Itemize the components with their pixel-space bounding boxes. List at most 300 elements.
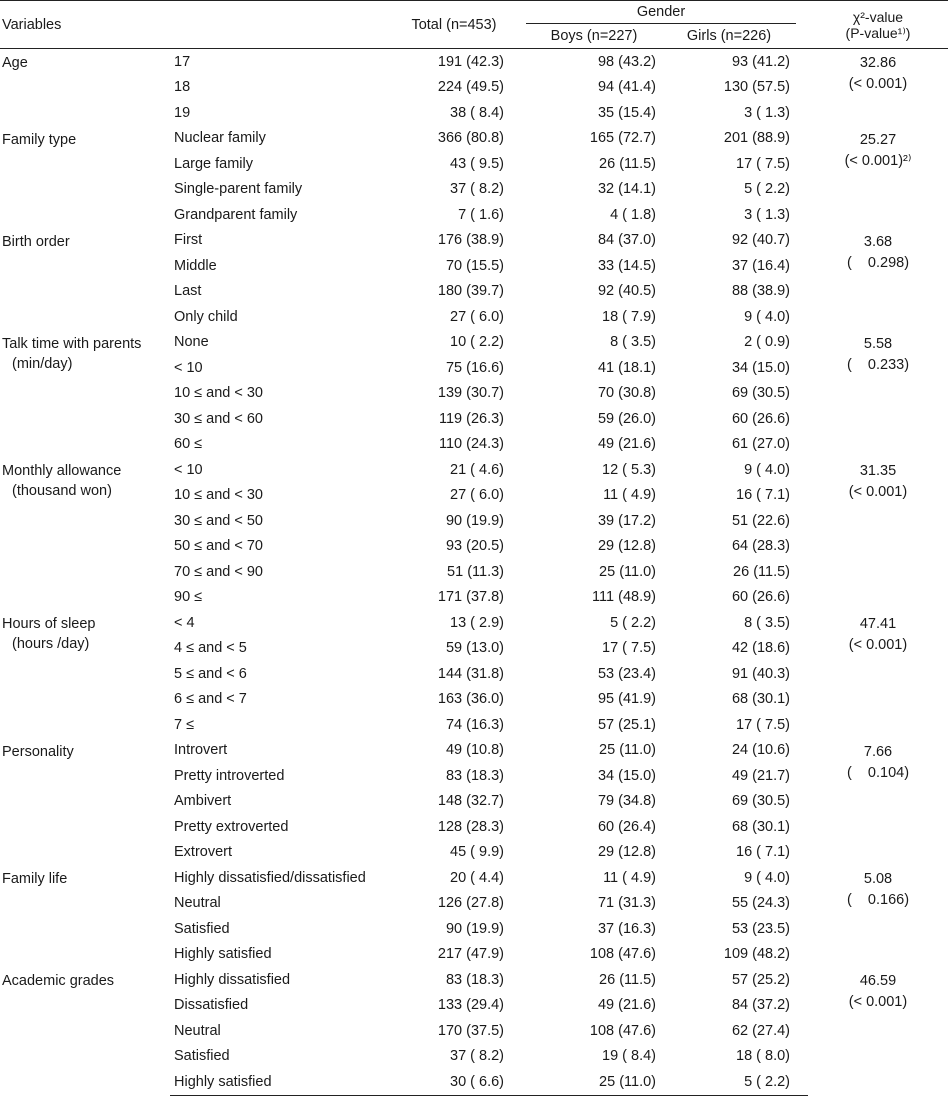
spacer-cell (796, 789, 808, 815)
spacer-cell (796, 202, 808, 228)
spacer-cell (510, 355, 526, 381)
category-cell: Only child (174, 308, 238, 325)
total-cell: 170 (37.5) (437, 1022, 504, 1039)
spacer-cell (510, 534, 526, 560)
table-body (0, 49, 948, 1096)
variable-cell (0, 738, 170, 866)
header-boys: Boys (n=227) (526, 24, 662, 49)
spacer-cell (510, 967, 526, 993)
table-row (0, 967, 948, 993)
table-row (0, 457, 948, 483)
total-cell: 37 ( 8.2) (450, 181, 504, 198)
spacer-cell (796, 534, 808, 560)
boys-cell: 25 (11.0) (526, 1069, 662, 1095)
category-cell: Large family (174, 155, 253, 172)
total-cell: 7 ( 1.6) (458, 206, 504, 223)
spacer-cell (510, 1044, 526, 1070)
variable-label: Personality (2, 743, 74, 760)
girls-cell: 68 (30.1) (731, 818, 790, 835)
spacer-cell (796, 840, 808, 866)
variable-cell (0, 457, 170, 610)
spacer-cell (796, 967, 808, 993)
total-cell: 176 (38.9) (437, 232, 504, 249)
chi-square-value: 5.58 (863, 335, 893, 352)
girls-cell: 16 ( 7.1) (736, 487, 790, 504)
p-value: ( 0.233) (846, 356, 910, 373)
girls-cell: 109 (48.2) (723, 946, 790, 963)
table-row (0, 49, 948, 75)
boys-cell: 94 (41.4) (597, 79, 656, 96)
spacer-cell (796, 763, 808, 789)
girls-cell: 9 ( 4.0) (744, 461, 790, 478)
category-cell: Highly dissatisfied (174, 971, 291, 988)
total-cell: 13 ( 2.9) (450, 614, 504, 631)
girls-cell: 9 ( 4.0) (744, 869, 790, 886)
chi-square-cell (808, 967, 948, 1095)
girls-cell: 18 ( 8.0) (736, 1048, 790, 1065)
variable-cell (0, 330, 170, 458)
spacer-cell (796, 508, 808, 534)
boys-cell: 39 (17.2) (597, 512, 656, 529)
variable-cell (0, 865, 170, 967)
category-cell: 30 ≤ and < 50 (174, 512, 263, 529)
variable-label: Birth order (2, 233, 70, 250)
variable-label: Age (2, 55, 28, 71)
chi-square-cell (808, 738, 948, 866)
spacer-cell (510, 610, 526, 636)
boys-cell: 25 (11.0) (599, 563, 656, 580)
girls-cell: 5 ( 2.2) (744, 181, 790, 198)
category-cell: Neutral (174, 1022, 221, 1039)
boys-cell: 49 (21.6) (597, 997, 656, 1014)
spacer-cell (510, 814, 526, 840)
category-cell: First (174, 232, 203, 249)
total-cell: 93 (20.5) (445, 538, 504, 555)
spacer-cell (510, 483, 526, 509)
chi-square-value: 46.59 (859, 973, 897, 989)
girls-cell: 34 (15.0) (731, 359, 790, 376)
category-cell: Dissatisfied (174, 997, 249, 1014)
total-cell: 217 (47.9) (437, 946, 504, 963)
category-cell: 18 (174, 79, 191, 96)
variable-label: Talk time with parents (2, 335, 142, 352)
header-gap-2 (796, 1, 808, 49)
category-cell: Satisfied (174, 1048, 230, 1065)
category-cell: Highly dissatisfied/dissatisfied (174, 869, 366, 886)
boys-cell: 32 (14.1) (597, 181, 656, 198)
girls-cell: 84 (37.2) (731, 997, 790, 1014)
spacer-cell (510, 330, 526, 356)
variable-sublabel: (hours /day) (12, 636, 90, 652)
chi-square-cell (808, 330, 948, 458)
category-cell: 5 ≤ and < 6 (174, 665, 247, 682)
variable-sublabel: (thousand won) (12, 483, 112, 499)
spacer-cell (510, 636, 526, 662)
total-cell: 90 (19.9) (445, 920, 504, 937)
girls-cell: 92 (40.7) (731, 232, 790, 249)
spacer-cell (796, 1044, 808, 1070)
girls-cell: 93 (41.2) (731, 53, 790, 70)
spacer-cell (796, 304, 808, 330)
variable-label: Family life (2, 871, 68, 887)
spacer-cell (796, 228, 808, 254)
variable-cell (0, 967, 170, 1095)
spacer-cell (510, 304, 526, 330)
spacer-cell (510, 75, 526, 101)
total-cell: 43 ( 9.5) (450, 155, 504, 172)
girls-cell: 69 (30.5) (731, 385, 790, 402)
p-value: ( 0.298) (846, 254, 910, 271)
total-cell: 224 (49.5) (437, 79, 504, 96)
total-cell: 27 ( 6.0) (450, 487, 504, 504)
chi-square-value: 25.27 (859, 131, 897, 148)
girls-cell: 201 (88.9) (723, 130, 790, 147)
girls-cell: 91 (40.3) (731, 665, 790, 682)
girls-cell: 60 (26.6) (731, 589, 790, 606)
total-cell: 70 (15.5) (445, 257, 504, 274)
total-cell: 119 (26.3) (438, 410, 504, 427)
spacer-cell (510, 381, 526, 407)
spacer-cell (510, 763, 526, 789)
category-cell: 60 ≤ (174, 436, 203, 453)
total-cell: 191 (42.3) (437, 53, 504, 70)
spacer-cell (510, 661, 526, 687)
header-chi-square (808, 1, 948, 49)
category-cell: 7 ≤ (174, 716, 195, 733)
header-chi-value: χ²-value (852, 8, 904, 25)
spacer-cell (510, 126, 526, 152)
spacer-cell (510, 406, 526, 432)
spacer-cell (510, 49, 526, 75)
variable-cell (0, 228, 170, 330)
spacer-cell (796, 661, 808, 687)
p-value: ( 0.166) (846, 892, 910, 908)
boys-cell: 53 (23.4) (597, 665, 656, 682)
boys-cell: 37 (16.3) (597, 920, 656, 937)
header-variables: Variables (0, 1, 170, 49)
boys-cell: 35 (15.4) (597, 104, 656, 121)
spacer-cell (510, 457, 526, 483)
spacer-cell (796, 279, 808, 305)
variable-cell (0, 610, 170, 738)
total-cell: 75 (16.6) (445, 359, 504, 376)
boys-cell: 59 (26.0) (597, 410, 656, 427)
girls-cell: 130 (57.5) (723, 79, 790, 96)
p-value: (< 0.001) (848, 484, 908, 500)
spacer-cell (510, 712, 526, 738)
chi-square-cell (808, 49, 948, 126)
boys-cell: 165 (72.7) (589, 130, 656, 147)
spacer-cell (796, 814, 808, 840)
category-cell: Ambivert (174, 793, 232, 810)
boys-cell: 33 (14.5) (597, 257, 656, 274)
total-cell: 83 (18.3) (445, 971, 504, 988)
boys-cell: 41 (18.1) (597, 359, 656, 376)
category-cell: 70 ≤ and < 90 (174, 563, 263, 580)
chi-square-cell (808, 126, 948, 228)
total-cell: 83 (18.3) (445, 767, 504, 784)
spacer-cell (796, 100, 808, 126)
variable-label: Family type (2, 131, 77, 148)
table-row (0, 738, 948, 764)
boys-cell: 108 (47.6) (589, 1022, 656, 1039)
girls-cell: 49 (21.7) (731, 767, 790, 784)
total-cell: 126 (27.8) (437, 895, 504, 912)
chi-square-value: 5.08 (863, 871, 893, 887)
total-cell: 51 (11.3) (447, 563, 504, 580)
chi-square-value: 31.35 (859, 463, 897, 479)
category-cell: Highly satisfied (170, 1069, 398, 1095)
header-girls: Girls (n=226) (662, 24, 796, 49)
spacer-cell (510, 789, 526, 815)
boys-cell: 17 ( 7.5) (602, 640, 656, 657)
variable-cell (0, 126, 170, 228)
category-cell: 10 ≤ and < 30 (174, 385, 263, 402)
spacer-cell (510, 840, 526, 866)
header-total: Total (n=453) (398, 1, 510, 49)
category-cell: < 4 (174, 614, 195, 631)
category-cell: Single-parent family (174, 181, 303, 198)
spacer-cell (796, 253, 808, 279)
boys-cell: 4 ( 1.8) (610, 206, 656, 223)
spacer-cell (796, 916, 808, 942)
total-cell: 59 (13.0) (445, 640, 504, 657)
total-cell: 27 ( 6.0) (450, 308, 504, 325)
spacer-cell (510, 177, 526, 203)
variable-sublabel: (min/day) (12, 355, 73, 372)
girls-cell: 17 ( 7.5) (736, 716, 790, 733)
table-row (0, 865, 948, 891)
total-cell: 38 ( 8.4) (450, 104, 504, 121)
boys-cell: 29 (12.8) (597, 844, 656, 861)
total-cell: 163 (36.0) (437, 691, 504, 708)
girls-cell: 16 ( 7.1) (736, 844, 790, 861)
boys-cell: 29 (12.8) (597, 538, 656, 555)
girls-cell: 53 (23.5) (731, 920, 790, 937)
total-cell: 30 ( 6.6) (398, 1069, 510, 1095)
girls-cell: 24 (10.6) (731, 742, 790, 759)
category-cell: Last (174, 283, 202, 300)
spacer-cell (796, 49, 808, 75)
category-cell: 30 ≤ and < 60 (174, 410, 263, 427)
total-cell: 21 ( 4.6) (450, 461, 504, 478)
total-cell: 45 ( 9.9) (450, 844, 504, 861)
total-cell: 10 ( 2.2) (450, 334, 504, 351)
spacer-cell (510, 1069, 526, 1095)
girls-cell: 57 (25.2) (731, 971, 790, 988)
spacer-cell (510, 1018, 526, 1044)
spacer-cell (796, 355, 808, 381)
boys-cell: 71 (31.3) (597, 895, 656, 912)
chi-square-value: 32.86 (859, 55, 897, 71)
chi-square-cell (808, 457, 948, 610)
boys-cell: 25 (11.0) (599, 742, 656, 759)
chi-square-value: 47.41 (859, 616, 897, 632)
header-p-value: (P-value¹⁾) (845, 24, 911, 41)
spacer-cell (796, 330, 808, 356)
girls-cell: 17 ( 7.5) (736, 155, 790, 172)
spacer-cell (796, 738, 808, 764)
category-cell: 6 ≤ and < 7 (174, 691, 247, 708)
spacer-cell (796, 687, 808, 713)
spacer-cell (796, 457, 808, 483)
girls-cell: 62 (27.4) (731, 1022, 790, 1039)
spacer-cell (796, 406, 808, 432)
category-cell: 4 ≤ and < 5 (174, 640, 247, 657)
chi-square-cell (808, 228, 948, 330)
category-cell: 50 ≤ and < 70 (174, 538, 263, 555)
girls-cell: 8 ( 3.5) (744, 614, 790, 631)
spacer-cell (510, 942, 526, 968)
boys-cell: 26 (11.5) (599, 971, 656, 988)
girls-cell: 5 ( 2.2) (662, 1069, 796, 1095)
girls-cell: 88 (38.9) (731, 283, 790, 300)
spacer-cell (510, 202, 526, 228)
spacer-cell (510, 100, 526, 126)
category-cell: 17 (174, 53, 191, 70)
total-cell: 110 (24.3) (438, 436, 504, 453)
spacer-cell (796, 942, 808, 968)
boys-cell: 19 ( 8.4) (602, 1048, 656, 1065)
spacer-cell (796, 75, 808, 101)
variable-label: Academic grades (2, 973, 115, 989)
chi-square-cell (808, 865, 948, 967)
table-row (0, 126, 948, 152)
spacer-cell (510, 738, 526, 764)
p-value: (< 0.001)²⁾ (844, 152, 912, 169)
spacer-cell (796, 993, 808, 1019)
boys-cell: 34 (15.0) (597, 767, 656, 784)
spacer-cell (510, 993, 526, 1019)
category-cell: Introvert (174, 742, 228, 759)
category-cell: 19 (174, 104, 191, 121)
spacer-cell (796, 1018, 808, 1044)
chi-square-value: 7.66 (863, 743, 893, 760)
category-cell: Highly satisfied (174, 946, 272, 963)
category-cell: Pretty extroverted (174, 818, 289, 835)
spacer-cell (510, 916, 526, 942)
category-cell: Extrovert (174, 844, 233, 861)
girls-cell: 2 ( 0.9) (744, 334, 790, 351)
chi-square-cell (808, 610, 948, 738)
girls-cell: 61 (27.0) (731, 436, 790, 453)
total-cell: 139 (30.7) (437, 385, 504, 402)
p-value: ( 0.104) (846, 764, 910, 781)
category-cell: 10 ≤ and < 30 (174, 487, 263, 504)
boys-cell: 12 ( 5.3) (602, 461, 656, 478)
header-gender: Gender (526, 1, 796, 24)
girls-cell: 60 (26.6) (731, 410, 790, 427)
spacer-cell (796, 559, 808, 585)
girls-cell: 37 (16.4) (731, 257, 790, 274)
boys-cell: 57 (25.1) (597, 716, 656, 733)
spacer-cell (510, 891, 526, 917)
girls-cell: 64 (28.3) (731, 538, 790, 555)
boys-cell: 18 ( 7.9) (602, 308, 656, 325)
spacer-cell (796, 636, 808, 662)
boys-cell: 5 ( 2.2) (610, 614, 656, 631)
girls-cell: 51 (22.6) (731, 512, 790, 529)
spacer-cell (796, 891, 808, 917)
p-value: (< 0.001) (848, 76, 908, 92)
boys-cell: 98 (43.2) (597, 53, 656, 70)
boys-cell: 92 (40.5) (597, 283, 656, 300)
category-cell: < 10 (174, 359, 203, 376)
spacer-cell (796, 1069, 808, 1095)
spacer-cell (796, 432, 808, 458)
total-cell: 37 ( 8.2) (450, 1048, 504, 1065)
boys-cell: 11 ( 4.9) (603, 869, 656, 886)
spacer-cell (510, 279, 526, 305)
boys-cell: 60 (26.4) (597, 818, 656, 835)
table-row (0, 610, 948, 636)
header-category-blank (170, 1, 398, 49)
table-header (0, 1, 948, 49)
total-cell: 133 (29.4) (437, 997, 504, 1014)
girls-cell: 42 (18.6) (731, 640, 790, 657)
category-cell: Nuclear family (174, 130, 266, 147)
boys-cell: 8 ( 3.5) (610, 334, 656, 351)
total-cell: 144 (31.8) (437, 665, 504, 682)
category-cell: < 10 (174, 461, 203, 478)
spacer-cell (796, 585, 808, 611)
girls-cell: 3 ( 1.3) (744, 206, 790, 223)
spacer-cell (510, 432, 526, 458)
spacer-cell (796, 151, 808, 177)
spacer-cell (510, 508, 526, 534)
header-gap (510, 1, 526, 49)
variable-label: Hours of sleep (2, 616, 96, 632)
category-cell: 90 ≤ (174, 589, 203, 606)
spacer-cell (510, 585, 526, 611)
spacer-cell (510, 253, 526, 279)
girls-cell: 3 ( 1.3) (744, 104, 790, 121)
p-value: (< 0.001) (848, 637, 908, 653)
boys-cell: 49 (21.6) (597, 436, 656, 453)
boys-cell: 108 (47.6) (589, 946, 656, 963)
spacer-cell (796, 381, 808, 407)
category-cell: None (174, 334, 209, 351)
girls-cell: 69 (30.5) (731, 793, 790, 810)
category-cell: Satisfied (174, 920, 230, 937)
chi-square-value: 3.68 (863, 233, 893, 250)
spacer-cell (796, 712, 808, 738)
girls-cell: 26 (11.5) (733, 563, 790, 580)
boys-cell: 79 (34.8) (597, 793, 656, 810)
total-cell: 148 (32.7) (437, 793, 504, 810)
spacer-cell (796, 610, 808, 636)
category-cell: Neutral (174, 895, 221, 912)
spacer-cell (510, 559, 526, 585)
category-cell: Pretty introverted (174, 767, 285, 784)
boys-cell: 70 (30.8) (597, 385, 656, 402)
girls-cell: 68 (30.1) (731, 691, 790, 708)
total-cell: 20 ( 4.4) (450, 869, 504, 886)
total-cell: 180 (39.7) (437, 283, 504, 300)
spacer-cell (510, 151, 526, 177)
table-row (0, 228, 948, 254)
total-cell: 128 (28.3) (437, 818, 504, 835)
boys-cell: 26 (11.5) (599, 155, 656, 172)
category-cell: Middle (174, 257, 217, 274)
total-cell: 171 (37.8) (437, 589, 504, 606)
category-cell: Grandparent family (174, 206, 298, 223)
boys-cell: 95 (41.9) (597, 691, 656, 708)
variable-cell (0, 49, 170, 126)
girls-cell: 9 ( 4.0) (744, 308, 790, 325)
boys-cell: 111 (48.9) (592, 589, 656, 606)
girls-cell: 55 (24.3) (731, 895, 790, 912)
